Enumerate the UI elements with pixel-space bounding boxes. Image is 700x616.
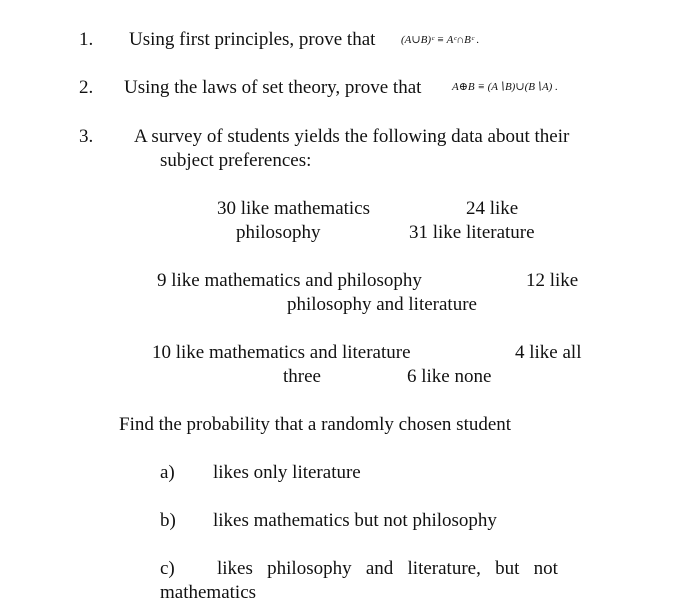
q3-prompt: Find the probability that a randomly chosen student (119, 414, 512, 435)
q3-intro-line2: subject preferences: (160, 150, 312, 171)
part-b-label: b) (160, 510, 176, 531)
part-c-text: likes philosophy and literature, but not (217, 558, 558, 579)
q3-number: 3. (79, 126, 94, 147)
data-math-lit: 10 like mathematics and literature (152, 342, 411, 363)
part-a-label: a) (160, 462, 175, 483)
data-math-phil: 9 like mathematics and philosophy (157, 270, 422, 291)
q2-number: 2. (79, 77, 94, 98)
q1-formula: (A∪B)ᶜ ≡ Aᶜ∩Bᶜ . (401, 34, 480, 46)
part-c-text2: mathematics (160, 582, 257, 603)
part-c-label: c) (160, 558, 175, 579)
q3-intro-line1: A survey of students yields the following data about their (134, 126, 570, 147)
data-all-a: 4 like all (515, 342, 582, 363)
part-a-text: likes only literature (213, 462, 361, 483)
q1-text: Using first principles, prove that (129, 29, 376, 50)
data-phil-b: philosophy (236, 222, 321, 243)
q2-text: Using the laws of set theory, prove that (124, 77, 422, 98)
data-phil-a: 24 like (466, 198, 519, 219)
part-b-text: likes mathematics but not philosophy (213, 510, 497, 531)
data-lit: 31 like literature (409, 222, 535, 243)
data-phil-lit-b: philosophy and literature (287, 294, 477, 315)
q2-formula: A⊕B ≡ (A∖B)∪(B∖A) . (452, 81, 558, 93)
data-math: 30 like mathematics (217, 198, 371, 219)
data-none: 6 like none (407, 366, 492, 387)
q1-number: 1. (79, 29, 94, 50)
data-phil-lit-a: 12 like (526, 270, 579, 291)
data-all-b: three (283, 366, 321, 387)
